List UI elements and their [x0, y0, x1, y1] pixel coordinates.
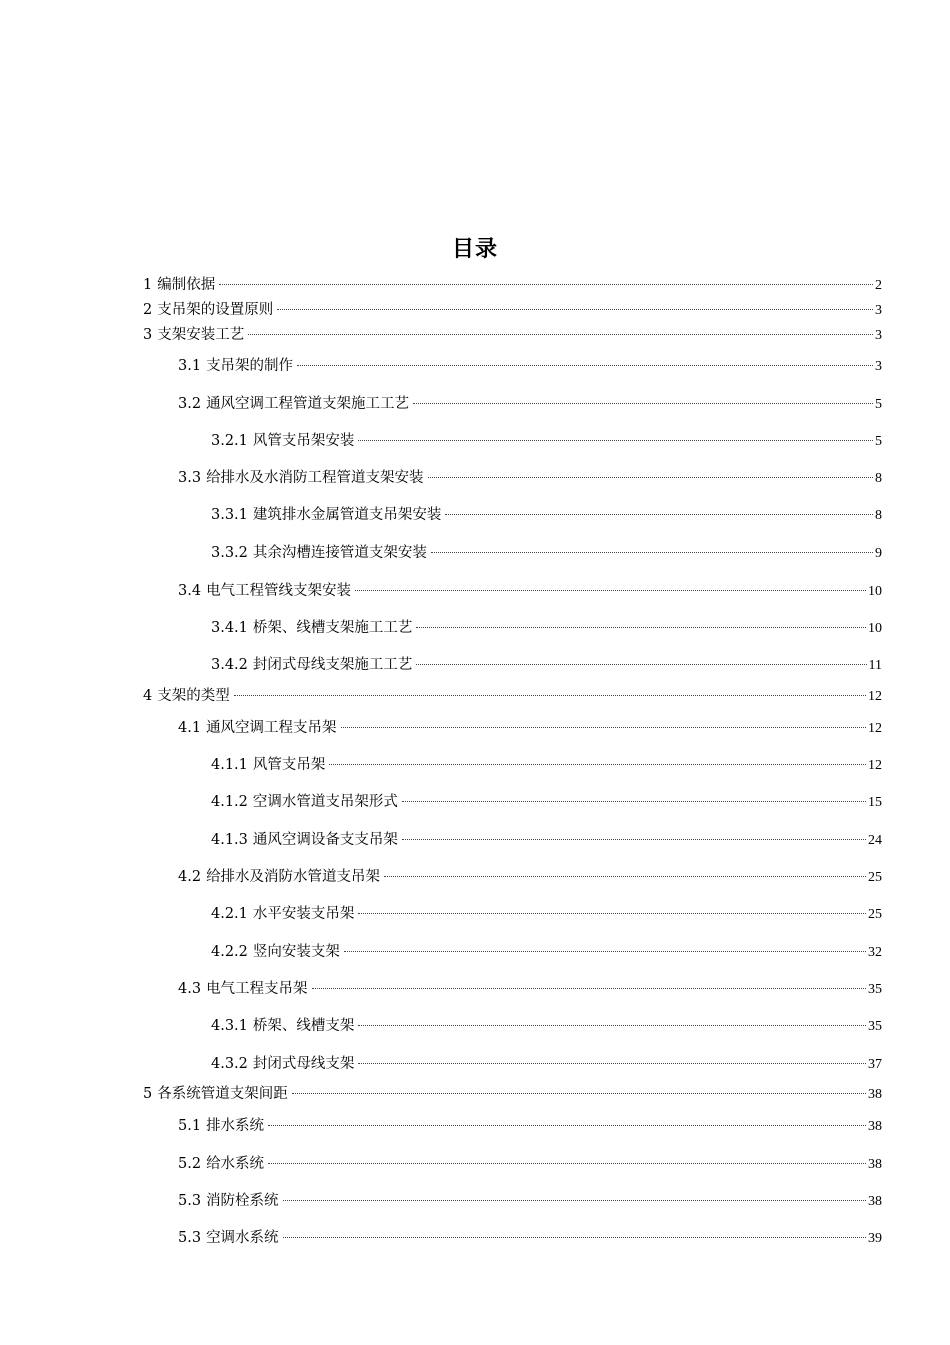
toc-entry[interactable]: [178, 1229, 882, 1247]
toc-entry[interactable]: [178, 1117, 882, 1135]
toc-entry-page: 12: [868, 721, 882, 736]
toc-entry-number: 4.1: [178, 720, 202, 736]
dot-leader: [283, 1200, 866, 1201]
dot-leader: [431, 552, 873, 553]
toc-entry-number: 3.3: [178, 470, 202, 486]
toc-entry-page: 38: [868, 1157, 882, 1172]
toc-entry-text: 电气工程管线支架安装: [206, 583, 352, 599]
toc-entry-number: 3: [143, 327, 153, 343]
toc-entry[interactable]: [143, 1085, 882, 1103]
dot-leader: [234, 695, 866, 696]
dot-leader: [277, 309, 873, 310]
toc-entry[interactable]: [178, 357, 882, 375]
toc-entry-page: 38: [868, 1194, 882, 1209]
toc-entry-text: 各系统管道支架间距: [157, 1086, 288, 1102]
dot-leader: [358, 440, 873, 441]
toc-entry-text: 建筑排水金属管道支吊架安装: [252, 507, 442, 523]
toc-entry[interactable]: [178, 395, 882, 413]
toc-entry-number: 5.3: [178, 1193, 202, 1209]
toc-entry-page: 12: [868, 689, 882, 704]
dot-leader: [268, 1163, 866, 1164]
toc-entry-number: 5.1: [178, 1118, 202, 1134]
toc-title: 目录: [451, 237, 498, 262]
toc-entry-page: 35: [868, 982, 882, 997]
toc-entry-page: 15: [868, 795, 882, 810]
toc-entry[interactable]: [211, 831, 882, 849]
dot-leader: [445, 514, 873, 515]
toc-entry-text: 编制依据: [157, 277, 216, 293]
dot-leader: [248, 334, 873, 335]
toc-entry[interactable]: [178, 1155, 882, 1173]
toc-entry-number: 4.2: [178, 869, 202, 885]
toc-entry-text: 空调水管道支吊架形式: [252, 794, 398, 810]
toc-entry[interactable]: [143, 687, 882, 705]
toc-entry-number: 3.4.1: [211, 620, 248, 636]
toc-entry-page: 39: [868, 1231, 882, 1246]
toc-entry-number: 4.1.3: [211, 832, 248, 848]
dot-leader: [402, 839, 866, 840]
toc-entry-text: 支吊架的制作: [206, 358, 294, 374]
toc-entry-page: 10: [868, 584, 882, 599]
toc-entry-text: 通风空调工程支吊架: [206, 720, 337, 736]
toc-entry[interactable]: [211, 793, 882, 811]
toc-entry[interactable]: [211, 506, 882, 524]
dot-leader: [413, 403, 873, 404]
toc-entry-number: 4.3.1: [211, 1018, 248, 1034]
toc-entry-text: 电气工程支吊架: [206, 981, 308, 997]
toc-entry-page: 5: [875, 434, 882, 449]
toc-entry-number: 3.2: [178, 396, 202, 412]
toc-entry[interactable]: [178, 980, 882, 998]
dot-leader: [416, 627, 866, 628]
toc-entry[interactable]: [178, 469, 882, 487]
toc-entry[interactable]: [211, 756, 882, 774]
dot-leader: [312, 988, 866, 989]
toc-entry[interactable]: [211, 1055, 882, 1073]
toc-entry-number: 4.3.2: [211, 1056, 248, 1072]
toc-entry-number: 4.2.2: [211, 944, 248, 960]
toc-entry[interactable]: [211, 432, 882, 450]
toc-entry-page: 10: [868, 621, 882, 636]
toc-entry-page: 3: [875, 328, 882, 343]
dot-leader: [219, 284, 873, 285]
toc-entry-text: 给水系统: [206, 1156, 265, 1172]
dot-leader: [358, 1063, 866, 1064]
toc-entry[interactable]: [178, 582, 882, 600]
toc-entry-page: 3: [875, 303, 882, 318]
toc-entry-text: 竖向安装支架: [252, 944, 340, 960]
toc-entry-text: 水平安装支吊架: [252, 906, 355, 922]
dot-leader: [329, 764, 866, 765]
toc-entry-number: 3.4.2: [211, 657, 248, 673]
toc-entry-page: 8: [875, 471, 882, 486]
toc-entry[interactable]: [211, 905, 882, 923]
toc-entry-text: 通风空调工程管道支架施工工艺: [206, 396, 410, 412]
toc-entry-number: 5.2: [178, 1156, 202, 1172]
dot-leader: [297, 365, 873, 366]
toc-entry-number: 3.3.1: [211, 507, 248, 523]
toc-entry-page: 32: [868, 945, 882, 960]
toc-entry-text: 桥架、线槽支架施工工艺: [252, 620, 413, 636]
toc-entry[interactable]: [143, 276, 882, 294]
toc-entry-number: 1: [143, 277, 153, 293]
toc-entry[interactable]: [143, 301, 882, 319]
toc-entry[interactable]: [211, 619, 882, 637]
toc-entry-text: 支吊架的设置原则: [157, 302, 274, 318]
toc-entry-text: 桥架、线槽支架: [252, 1018, 355, 1034]
toc-entry-number: 4.3: [178, 981, 202, 997]
toc-entry-page: 9: [875, 546, 882, 561]
toc-entry[interactable]: [178, 719, 882, 737]
toc-entry-number: 5: [143, 1086, 153, 1102]
toc-entry-text: 风管支吊架: [252, 757, 326, 773]
dot-leader: [283, 1237, 866, 1238]
toc-entry[interactable]: [178, 868, 882, 886]
toc-entry-page: 8: [875, 508, 882, 523]
toc-entry-text: 排水系统: [206, 1118, 265, 1134]
toc-entry[interactable]: [211, 943, 882, 961]
toc-entry[interactable]: [143, 326, 882, 344]
toc-entry-text: 支架的类型: [157, 688, 230, 704]
toc-entry-page: 37: [868, 1057, 882, 1072]
dot-leader: [416, 664, 866, 665]
toc-entry-page: 11: [868, 658, 882, 673]
toc-entry-number: 2: [143, 302, 153, 318]
dot-leader: [358, 1025, 866, 1026]
toc-entry-page: 35: [868, 1019, 882, 1034]
toc-entry-text: 支架安装工艺: [157, 327, 245, 343]
dot-leader: [358, 913, 866, 914]
toc-entry[interactable]: [211, 544, 882, 562]
toc-entry[interactable]: [211, 656, 882, 674]
toc-entry-page: 38: [868, 1119, 882, 1134]
toc-entry-text: 封闭式母线支架: [252, 1056, 355, 1072]
toc-entry-text: 给排水及水消防工程管道支架安装: [206, 470, 424, 486]
toc-entry-text: 风管支吊架安装: [252, 433, 355, 449]
dot-leader: [292, 1093, 866, 1094]
toc-entry-page: 12: [868, 758, 882, 773]
toc-entry-number: 4.1.2: [211, 794, 248, 810]
dot-leader: [344, 951, 866, 952]
toc-entry-text: 封闭式母线支架施工工艺: [252, 657, 413, 673]
dot-leader: [341, 727, 866, 728]
toc-entry-number: 3.3.2: [211, 545, 248, 561]
dot-leader: [428, 477, 873, 478]
dot-leader: [268, 1125, 866, 1126]
toc-entry-text: 给排水及消防水管道支吊架: [206, 869, 381, 885]
toc-entry-number: 5.3: [178, 1230, 202, 1246]
toc-entry[interactable]: [178, 1192, 882, 1210]
toc-entry-number: 4.1.1: [211, 757, 248, 773]
toc-entry-page: 24: [868, 833, 882, 848]
toc-entry-page: 5: [875, 397, 882, 412]
toc-entry-page: 38: [868, 1087, 882, 1102]
toc-entry-text: 空调水系统: [206, 1230, 279, 1246]
toc-entry-number: 4.2.1: [211, 906, 248, 922]
toc-entry-page: 25: [868, 907, 882, 922]
toc-entry-number: 3.2.1: [211, 433, 248, 449]
toc-entry-number: 4: [143, 688, 153, 704]
toc-entry-text: 消防栓系统: [206, 1193, 279, 1209]
toc-entry[interactable]: [211, 1017, 882, 1035]
dot-leader: [355, 590, 866, 591]
toc-entry-number: 3.4: [178, 583, 202, 599]
toc-entry-page: 3: [875, 359, 882, 374]
toc-entry-text: 通风空调设备支支吊架: [252, 832, 398, 848]
dot-leader: [402, 801, 866, 802]
toc-entry-number: 3.1: [178, 358, 202, 374]
toc-entry-text: 其余沟槽连接管道支架安装: [252, 545, 427, 561]
toc-entry-page: 25: [868, 870, 882, 885]
dot-leader: [384, 876, 866, 877]
toc-entry-page: 2: [875, 278, 882, 293]
